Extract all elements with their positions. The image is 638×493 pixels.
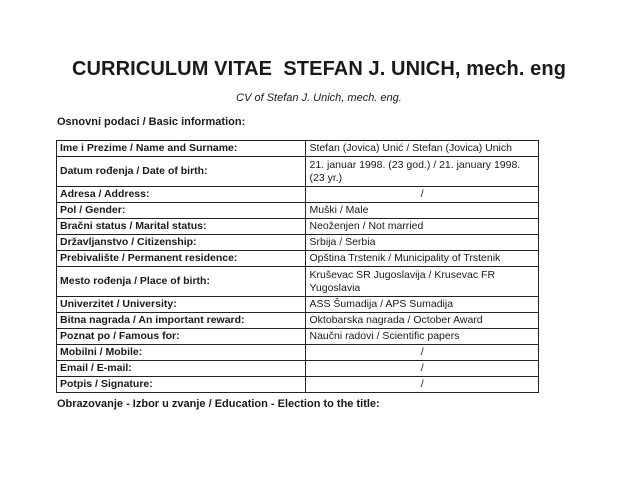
row-value-marital-status: Neoženjen / Not married [306, 219, 539, 235]
row-label-name: Ime i Prezime / Name and Surname: [57, 141, 306, 157]
row-label-signature: Potpis / Signature: [57, 377, 306, 393]
table-row [57, 329, 539, 345]
row-label-reward: Bitna nagrada / An important reward: [57, 313, 306, 329]
row-value-email: / [306, 361, 539, 377]
row-value-place-of-birth: Kruševac SR Jugoslavija / Krusevac FR Yugoslavia [306, 267, 539, 297]
row-label-date-of-birth: Datum rođenja / Date of birth: [57, 157, 306, 187]
table-row [57, 141, 539, 157]
table-row [57, 251, 539, 267]
row-label-permanent-residence: Prebivalište / Permanent residence: [57, 251, 306, 267]
row-value-mobile: / [306, 345, 539, 361]
row-value-permanent-residence: Opština Trstenik / Municipality of Trstenik [306, 251, 539, 267]
table-row [57, 267, 539, 297]
row-value-famous-for: Naučni radovi / Scientific papers [306, 329, 539, 345]
row-label-email: Email / E-mail: [57, 361, 306, 377]
row-label-place-of-birth: Mesto rođenja / Place of birth: [57, 267, 306, 297]
row-label-citizenship: Državljanstvo / Citizenship: [57, 235, 306, 251]
row-value-university: ASS Šumadija / APS Sumadija [306, 297, 539, 313]
table-row [57, 157, 539, 187]
document-title: CURRICULUM VITAE STEFAN J. UNICH, mech. eng [71, 58, 567, 80]
table-row [57, 235, 539, 251]
row-value-address: / [306, 187, 539, 203]
row-value-gender: Muški / Male [306, 203, 539, 219]
row-label-famous-for: Poznat po / Famous for: [57, 329, 306, 345]
table-row [57, 297, 539, 313]
table-row [57, 313, 539, 329]
table-row [57, 345, 539, 361]
row-label-mobile: Mobilni / Mobile: [57, 345, 306, 361]
row-value-name: Stefan (Jovica) Unić / Stefan (Jovica) Unich [306, 141, 539, 157]
row-value-citizenship: Srbija / Serbia [306, 235, 539, 251]
table-row [57, 377, 539, 393]
table-row [57, 219, 539, 235]
row-label-address: Adresa / Address: [57, 187, 306, 203]
section-heading-education: Obrazovanje - Izbor u zvanje / Education - Election to the title: [57, 398, 380, 410]
basic-info-table [56, 140, 539, 393]
table-row [57, 361, 539, 377]
row-value-signature: / [306, 377, 539, 393]
section-heading-basic-info: Osnovni podaci / Basic information: [57, 116, 246, 128]
row-label-marital-status: Bračni status / Marital status: [57, 219, 306, 235]
row-label-gender: Pol / Gender: [57, 203, 306, 219]
table-row [57, 187, 539, 203]
row-value-reward: Oktobarska nagrada / October Award [306, 313, 539, 329]
row-value-date-of-birth: 21. januar 1998. (23 god.) / 21. january 1998. (23 yr.) [306, 157, 539, 187]
table-row [57, 203, 539, 219]
row-label-university: Univerzitet / University: [57, 297, 306, 313]
document-subtitle: CV of Stefan J. Unich, mech. eng. [236, 92, 402, 104]
